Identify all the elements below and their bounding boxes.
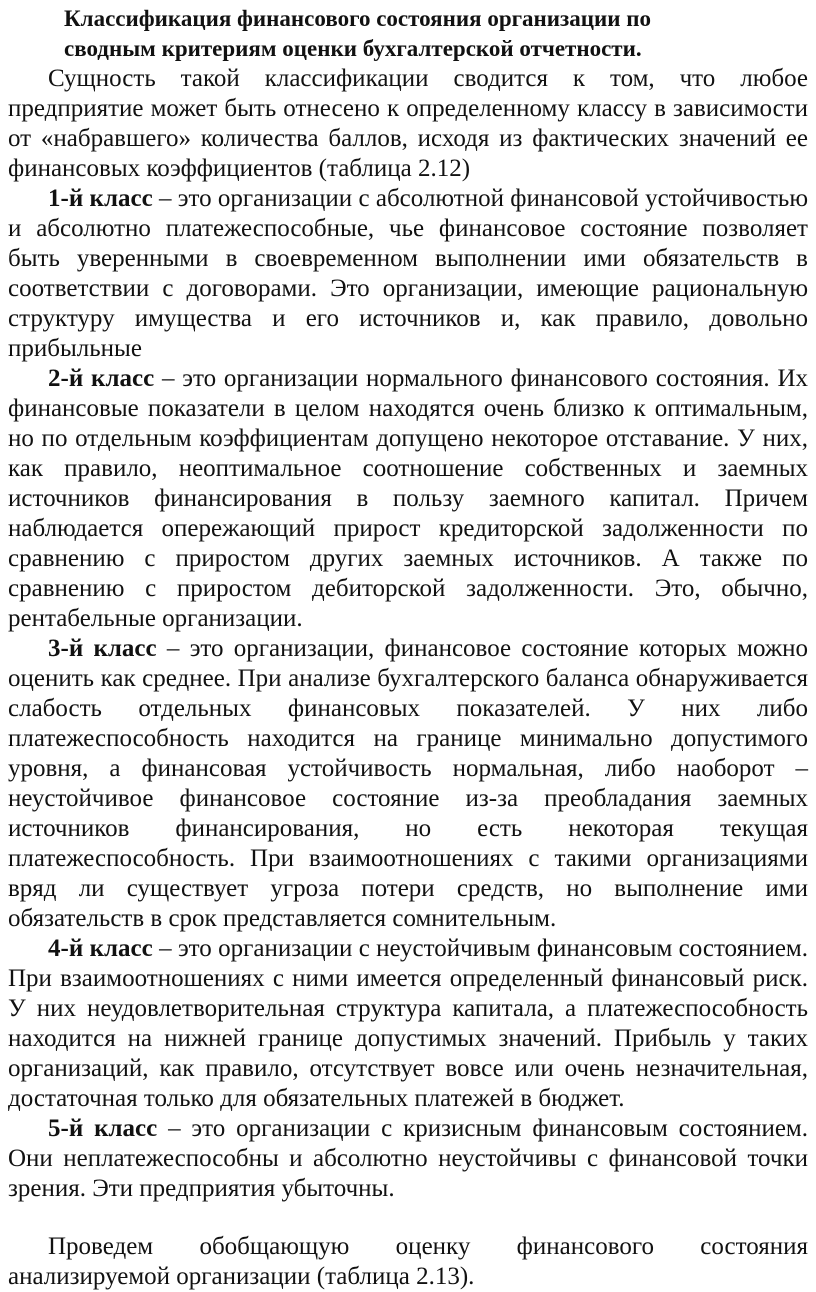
class-4-paragraph bbox=[8, 934, 808, 1114]
class-2-label: 2-й класс bbox=[48, 365, 155, 392]
class-1-paragraph bbox=[8, 184, 808, 364]
class-2-paragraph bbox=[8, 364, 808, 634]
closing-paragraph: Проведем обобщающую оценку финансового состояния анализируемой организации (таблица 2.13). bbox=[8, 1233, 808, 1290]
class-3-label: 3-й класс bbox=[48, 635, 157, 662]
intro-paragraph: Сущность такой классификации сводится к том, что любое предприятие может быть отнесено к определенному классу в зависимости от «набравшего» количества баллов, исходя из фактических значений ее финансовых коэффициентов (таблица 2.12) bbox=[8, 65, 808, 182]
class-4-label: 4-й класс bbox=[48, 935, 153, 962]
class-5-paragraph bbox=[8, 1114, 808, 1204]
document-page bbox=[8, 4, 808, 1292]
class-1-label: 1-й класс bbox=[48, 185, 153, 212]
class-2-text: – это организации нормального финансового состояния. Их финансовые показатели в целом находятся очень близко к оптимальным, но по отдельным коэффициентам допущено некоторое отставание. У них, как правило, неоптимальное соотношение собственных и заемных источников финансирования в пользу заемного капитал. Причем наблюдается опережающий прирост кредиторской задолженности по сравнению с приростом других заемных источников. А также по сравнению с приростом дебиторской задолженности. Это, обычно, рентабельные организации. bbox=[8, 365, 809, 632]
section-heading bbox=[8, 4, 808, 64]
class-5-label: 5-й класс bbox=[48, 1115, 158, 1142]
heading-line-1: Классификация финансового состояния организации по bbox=[64, 6, 652, 31]
heading-line-2: сводным критериям оценки бухгалтерской отчетности. bbox=[64, 36, 642, 61]
paragraph-gap bbox=[8, 1204, 808, 1232]
class-3-text: – это организации, финансовое состояние которых можно оценить как среднее. При анализе бухгалтерского баланса обнаруживается слабость отдельных финансовых показателей. У них либо платежеспособность находится на границе минимально допустимого уровня, а финансовая устойчивость нормальная, либо наоборот – неустойчивое финансовое состояние из-за преобладания заемных источников финансирования, но есть некоторая текущая платежеспособность. При взаимоотношениях с такими организациями вряд ли существует угроза потери средств, но выполнение ими обязательств в срок представляется сомнительным. bbox=[8, 635, 808, 932]
class-5-text: – это организации с кризисным финансовым состоянием. Они неплатежеспособны и абсолютно неустойчивы с финансовой точки зрения. Эти предприятия убыточны. bbox=[8, 1115, 808, 1202]
class-4-text: – это организации с неустойчивым финансовым состоянием. При взаимоотношениях с ними имеется определенный финансовый риск. У них неудовлетворительная структура капитала, а платежеспособность находится на нижней границе допустимых значений. Прибыль у таких организаций, как правило, отсутствует вовсе или очень незначительная, достаточная только для обязательных платежей в бюджет. bbox=[8, 935, 808, 1112]
class-1-text: – это организации с абсолютной финансовой устойчивостью и абсолютно платежеспособные, чье финансовое состояние позволяет быть уверенными в своевременном выполнении ими обязательств в соответствии с договорами. Это организации, имеющие рациональную структуру имущества и его источников и, как правило, довольно прибыльные bbox=[8, 185, 808, 362]
class-3-paragraph bbox=[8, 634, 808, 934]
